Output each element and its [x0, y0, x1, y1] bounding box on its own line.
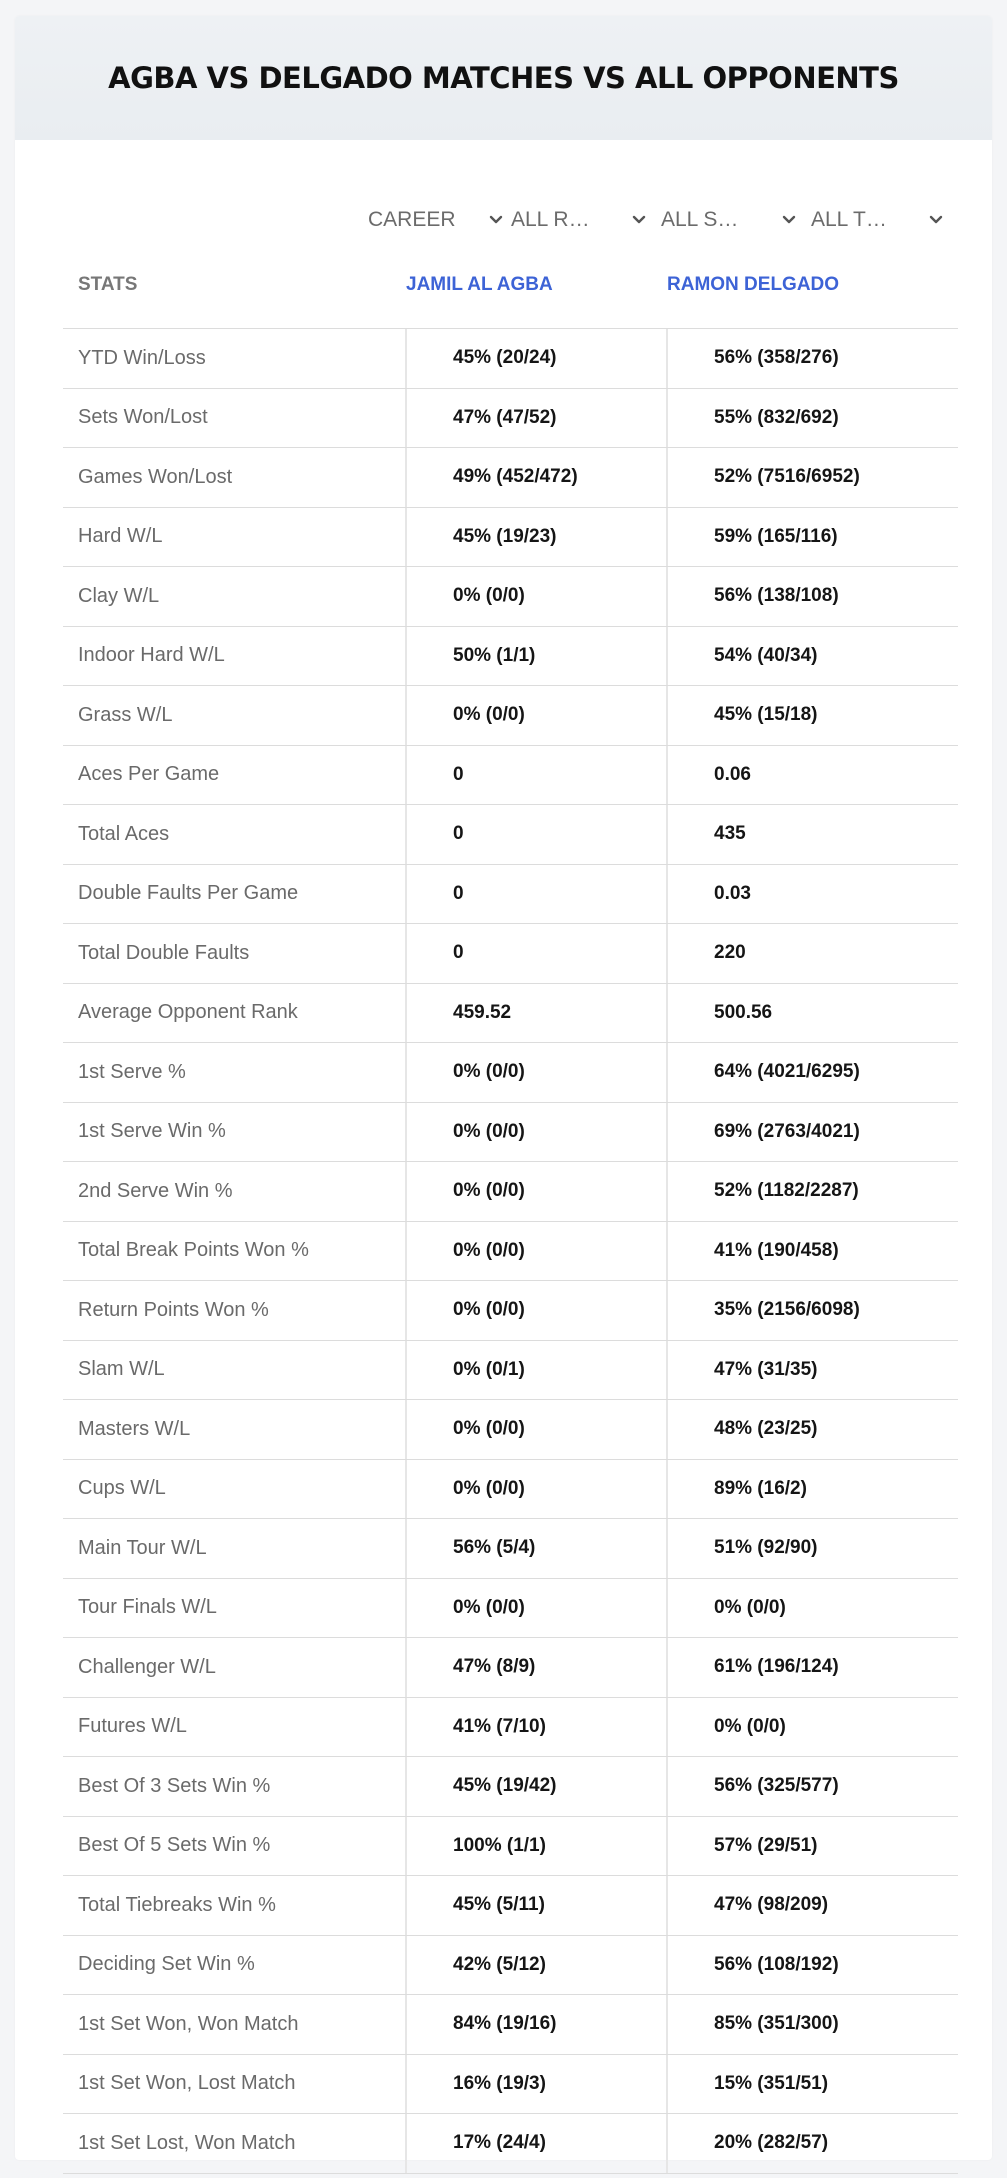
chevron-down-icon: [927, 211, 945, 229]
player2-value: 500.56: [666, 984, 958, 1043]
table-row: [63, 1757, 958, 1817]
player2-value: 52% (1182/2287): [666, 1162, 958, 1221]
player1-value: 0% (0/0): [405, 1400, 666, 1459]
player1-value: 84% (19/16): [405, 1995, 666, 2054]
player2-value: 220: [666, 924, 958, 983]
player1-value: 56% (5/4): [405, 1519, 666, 1578]
stat-label: Challenger W/L: [78, 1655, 216, 1678]
player2-value: 20% (282/57): [666, 2114, 958, 2173]
stat-label: Deciding Set Win %: [78, 1953, 255, 1976]
table-row: [63, 329, 958, 389]
stat-label: Best Of 3 Sets Win %: [78, 1774, 271, 1797]
stats-card: [15, 16, 992, 2160]
table-row: [63, 1222, 958, 1282]
table-row: [63, 567, 958, 627]
stat-label: Cups W/L: [78, 1477, 166, 1500]
player1-value: 16% (19/3): [405, 2055, 666, 2114]
table-row: [63, 1043, 958, 1103]
table-row: [63, 1936, 958, 1996]
table-row: [63, 1698, 958, 1758]
stat-label: Return Points Won %: [78, 1298, 269, 1321]
filter-surfaces-select[interactable]: [661, 202, 811, 238]
player2-value: 48% (23/25): [666, 1400, 958, 1459]
filter-bar: [368, 202, 951, 238]
stat-label: Sets Won/Lost: [78, 406, 208, 429]
stat-label: Total Tiebreaks Win %: [78, 1893, 276, 1916]
player1-value: 0% (0/0): [405, 1162, 666, 1221]
filter-label: ALL R…: [511, 208, 590, 231]
player1-value: 0% (0/1): [405, 1341, 666, 1400]
player2-value: 15% (351/51): [666, 2055, 958, 2114]
stat-label: Hard W/L: [78, 525, 163, 548]
table-row: [63, 1519, 958, 1579]
filter-label: CAREER: [368, 208, 456, 231]
player2-value: 51% (92/90): [666, 1519, 958, 1578]
table-row: [63, 1579, 958, 1639]
stat-label: Tour Finals W/L: [78, 1596, 217, 1619]
player2-value: 69% (2763/4021): [666, 1103, 958, 1162]
player2-value: 0% (0/0): [666, 1698, 958, 1757]
stats-table: [63, 254, 958, 2174]
stat-label: Main Tour W/L: [78, 1536, 207, 1559]
table-row: [63, 1103, 958, 1163]
player1-value: 0% (0/0): [405, 1281, 666, 1340]
player1-value: 47% (8/9): [405, 1638, 666, 1697]
table-row: [63, 984, 958, 1044]
player1-value: 0% (0/0): [405, 686, 666, 745]
filter-label: ALL T…: [811, 208, 887, 231]
table-row: [63, 1876, 958, 1936]
table-row: [63, 2055, 958, 2115]
stat-label: Masters W/L: [78, 1417, 191, 1440]
player2-value: 35% (2156/6098): [666, 1281, 958, 1340]
stat-label: Games Won/Lost: [78, 465, 233, 488]
stat-label: 1st Serve Win %: [78, 1120, 226, 1143]
player1-value: 45% (5/11): [405, 1876, 666, 1935]
table-row: [63, 865, 958, 925]
table-row: [63, 746, 958, 806]
stat-label: 1st Serve %: [78, 1060, 186, 1083]
player2-value: 89% (16/2): [666, 1460, 958, 1519]
player2-value: 47% (98/209): [666, 1876, 958, 1935]
player2-value: 61% (196/124): [666, 1638, 958, 1697]
player1-value: 0% (0/0): [405, 1579, 666, 1638]
chevron-down-icon: [630, 211, 648, 229]
player1-value: 49% (452/472): [405, 448, 666, 507]
table-row: [63, 1995, 958, 2055]
player2-value: 56% (138/108): [666, 567, 958, 626]
player1-value: 0% (0/0): [405, 1103, 666, 1162]
table-row: [63, 1341, 958, 1401]
stat-label: 1st Set Lost, Won Match: [78, 2131, 296, 2154]
player1-value: 42% (5/12): [405, 1936, 666, 1995]
table-row: [63, 627, 958, 687]
player1-value: 47% (47/52): [405, 389, 666, 448]
column-header-stats: STATS: [78, 274, 138, 295]
table-row: [63, 686, 958, 746]
filter-label: ALL S…: [661, 208, 739, 231]
player1-value: 0: [405, 924, 666, 983]
player2-value: 85% (351/300): [666, 1995, 958, 2054]
player2-value: 56% (108/192): [666, 1936, 958, 1995]
table-body: [63, 329, 958, 2174]
stat-label: 1st Set Won, Won Match: [78, 2012, 299, 2035]
stat-label: Slam W/L: [78, 1358, 165, 1381]
player1-link[interactable]: JAMIL AL AGBA: [406, 274, 553, 295]
table-row: [63, 389, 958, 449]
stat-label: 1st Set Won, Lost Match: [78, 2072, 296, 2095]
stat-label: 2nd Serve Win %: [78, 1179, 233, 1202]
player2-value: 52% (7516/6952): [666, 448, 958, 507]
filter-career-select[interactable]: [368, 202, 511, 238]
stat-label: Aces Per Game: [78, 763, 220, 786]
player1-value: 45% (19/42): [405, 1757, 666, 1816]
player1-value: 459.52: [405, 984, 666, 1043]
table-row: [63, 1817, 958, 1877]
stat-label: YTD Win/Loss: [78, 346, 206, 369]
table-row: [63, 1400, 958, 1460]
player1-value: 0% (0/0): [405, 1460, 666, 1519]
table-row: [63, 805, 958, 865]
stat-label: Average Opponent Rank: [78, 1001, 298, 1024]
stat-label: Total Double Faults: [78, 941, 250, 964]
table-row: [63, 1460, 958, 1520]
stat-label: Double Faults Per Game: [78, 882, 299, 905]
player2-value: 0.06: [666, 746, 958, 805]
stat-label: Best Of 5 Sets Win %: [78, 1834, 271, 1857]
player2-link[interactable]: RAMON DELGADO: [667, 274, 840, 295]
stat-label: Total Break Points Won %: [78, 1239, 309, 1262]
filter-tournaments-select[interactable]: [811, 202, 951, 238]
table-row: [63, 508, 958, 568]
stat-label: Futures W/L: [78, 1715, 187, 1738]
player1-value: 50% (1/1): [405, 627, 666, 686]
table-row: [63, 1162, 958, 1222]
card-header: [15, 16, 992, 140]
player1-value: 41% (7/10): [405, 1698, 666, 1757]
player2-value: 45% (15/18): [666, 686, 958, 745]
player2-value: 56% (325/577): [666, 1757, 958, 1816]
player2-value: 54% (40/34): [666, 627, 958, 686]
player2-value: 0.03: [666, 865, 958, 924]
player2-value: 56% (358/276): [666, 329, 958, 388]
player1-value: 0: [405, 865, 666, 924]
player2-value: 59% (165/116): [666, 508, 958, 567]
player2-value: 0% (0/0): [666, 1579, 958, 1638]
player2-value: 41% (190/458): [666, 1222, 958, 1281]
stat-label: Total Aces: [78, 822, 170, 845]
chevron-down-icon: [780, 211, 798, 229]
player2-value: 435: [666, 805, 958, 864]
player2-value: 55% (832/692): [666, 389, 958, 448]
player2-value: 57% (29/51): [666, 1817, 958, 1876]
page-title: AGBA VS DELGADO MATCHES VS ALL OPPONENTS: [108, 61, 899, 95]
player1-value: 0: [405, 805, 666, 864]
stat-label: Clay W/L: [78, 584, 160, 607]
table-row: [63, 924, 958, 984]
table-row: [63, 1638, 958, 1698]
filter-rounds-select[interactable]: [511, 202, 661, 238]
stat-label: Indoor Hard W/L: [78, 644, 225, 667]
chevron-down-icon: [487, 211, 505, 229]
player1-value: 0% (0/0): [405, 567, 666, 626]
table-row: [63, 448, 958, 508]
player1-value: 45% (20/24): [405, 329, 666, 388]
table-row: [63, 1281, 958, 1341]
player1-value: 0: [405, 746, 666, 805]
player2-value: 64% (4021/6295): [666, 1043, 958, 1102]
player1-value: 0% (0/0): [405, 1222, 666, 1281]
player2-value: 47% (31/35): [666, 1341, 958, 1400]
player1-value: 17% (24/4): [405, 2114, 666, 2173]
table-row: [63, 2114, 958, 2174]
player1-value: 0% (0/0): [405, 1043, 666, 1102]
player1-value: 45% (19/23): [405, 508, 666, 567]
stat-label: Grass W/L: [78, 703, 173, 726]
table-header: [63, 254, 958, 329]
player1-value: 100% (1/1): [405, 1817, 666, 1876]
